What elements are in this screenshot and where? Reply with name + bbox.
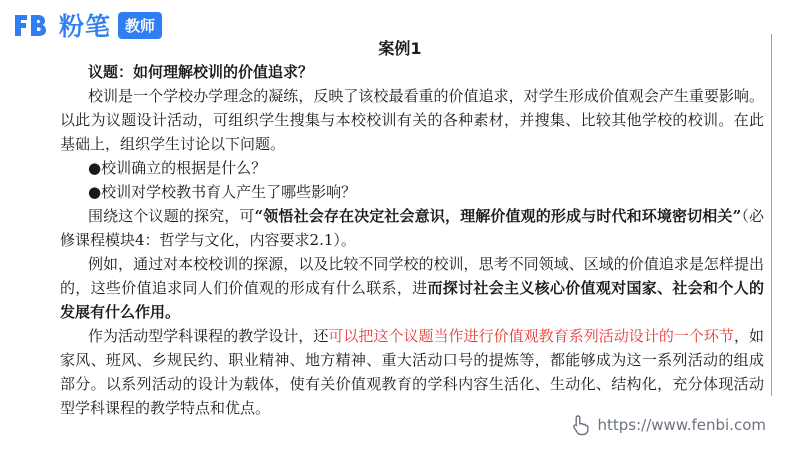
paragraph-example-prefix: 例如，通过对本校校训的探源，以及比较不同学校的校训，思考不同领域、区域的价值追求是怎样提出的，这些价值追求同人们价值观的形成有什么联系，进	[60, 255, 764, 297]
paragraph-inquiry-bold: “领悟社会存在决定社会意识，理解价值观的形成与时代和环境密切相关”	[254, 207, 742, 225]
teacher-badge: 教师	[118, 12, 162, 39]
paragraph-design-highlight: 可以把这个议题当作进行价值观教育系列活动设计的一个环节	[328, 327, 734, 345]
footer-link[interactable]	[570, 414, 766, 436]
pointer-hand-icon	[570, 414, 592, 436]
bullet-question-1: ●校训确立的根据是什么？	[88, 159, 267, 177]
bullet-question-2: ●校训对学校教书育人产生了哪些影响？	[88, 183, 357, 201]
paragraph-design	[60, 324, 764, 420]
paragraph-inquiry	[60, 204, 764, 252]
paragraph-example	[60, 252, 764, 324]
topic-question: 议题：如何理解校训的价值追求？	[88, 63, 314, 81]
paragraph-design-suffix: ，如家风、班风、乡规民约、职业精神、地方精神、重大活动口号的提炼等，都能够成为这一系列活动的组成部分。以系列活动的设计为载体，使有关价值观教育的学科内容生活化、生动化、结构化，充分体现活动型学科课程的教学特点和优点。	[60, 327, 764, 417]
paragraph-design-prefix: 作为活动型学科课程的教学设计，还	[88, 327, 329, 345]
paragraph-intro: 校训是一个学校办学理念的凝练，反映了该校最看重的价值追求，对学生形成价值观会产生重要影响。以此为议题设计活动，可组织学生搜集与本校校训有关的各种素材，并搜集、比较其他学校的校训。在此基础上，组织学生讨论以下问题。	[60, 87, 764, 153]
fenbi-brand-text: 粉笔	[59, 12, 112, 41]
paragraph-example-bold: 而探讨社会主义核心价值观对国家、社会和个人的发展有什么作用。	[60, 279, 764, 321]
case-body	[60, 60, 764, 420]
footer-url-text[interactable]: https://www.fenbi.com	[597, 416, 766, 434]
paragraph-inquiry-prefix: 围绕这个议题的探究，可	[88, 207, 255, 225]
case-title: 案例1	[378, 39, 422, 58]
paragraph-inquiry-suffix: （必修课程模块4：哲学与文化，内容要求2.1）。	[60, 207, 764, 249]
